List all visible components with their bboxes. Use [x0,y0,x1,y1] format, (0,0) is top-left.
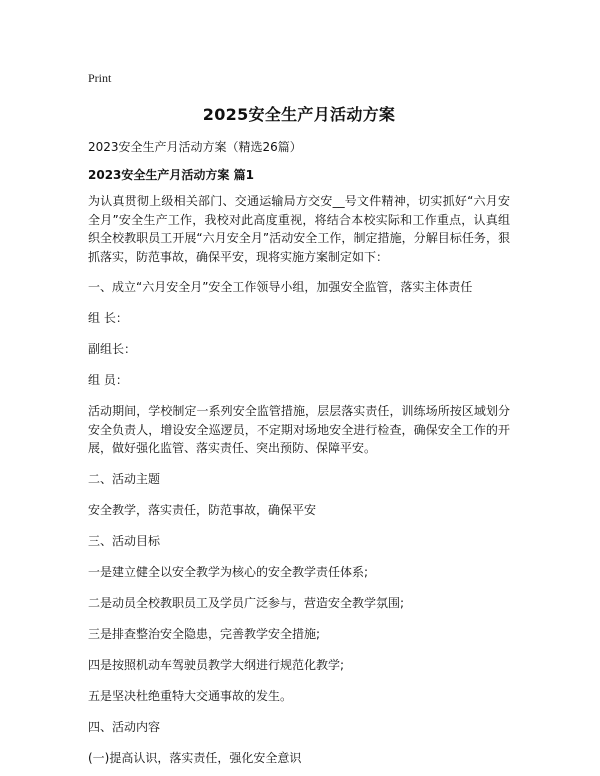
theme-line: 安全教学，落实责任，防范事故，确保平安 [88,502,317,517]
heading-3: 三、活动目标 [88,533,161,548]
goal-1: 一是建立健全以安全教学为核心的安全教学责任体系; [88,564,369,579]
goal-3: 三是排查整治安全隐患，完善教学安全措施; [88,626,321,641]
activity-paragraph: 活动期间，学校制定一系列安全监管措施，层层落实责任，训练场所按区域划分安全负责人，增设安全巡逻员，不定期对场地安全进行检查，确保安全工作的开展，做好强化监管、落实责任、突出预防、保障平安。 [88,404,510,455]
heading-1: 一、成立“六月安全月”安全工作领导小组，加强安全监管，落实主体责任 [88,280,473,294]
heading-2: 二、活动主题 [88,471,161,486]
goal-4: 四是按照机动车驾驶员教学大纲进行规范化教学; [88,657,345,672]
goal-5: 五是坚决杜绝重特大交通事故的发生。 [88,688,293,703]
document-subtitle: 2023安全生产月活动方案（精选26篇） [88,140,302,154]
leader-line: 组 长： [88,311,128,325]
section-title: 2023安全生产月活动方案 篇1 [88,168,254,182]
print-label: Print [88,71,112,85]
goal-2: 二是动员全校教职员工及学员广泛参与，营造安全教学氛围; [88,595,405,610]
content-1: (一)提高认识，落实责任，强化安全意识 [88,750,302,765]
members-line: 组 员： [88,373,128,387]
intro-paragraph: 为认真贯彻上级相关部门、交通运输局方交安__号文件精神，切实抓好“六月安全月”安全生产工作，我校对此高度重视，将结合本校实际和工作重点，认真组织全校教职员工开展“六月安全月”活动安全工作，制定措施，分解目标任务，狠抓落实，防范事故，确保平安，现将实施方案制定如下： [88,194,510,264]
deputy-line: 副组长： [88,342,137,356]
heading-4: 四、活动内容 [88,719,161,734]
document-title: 2025安全生产月活动方案 [202,105,396,124]
